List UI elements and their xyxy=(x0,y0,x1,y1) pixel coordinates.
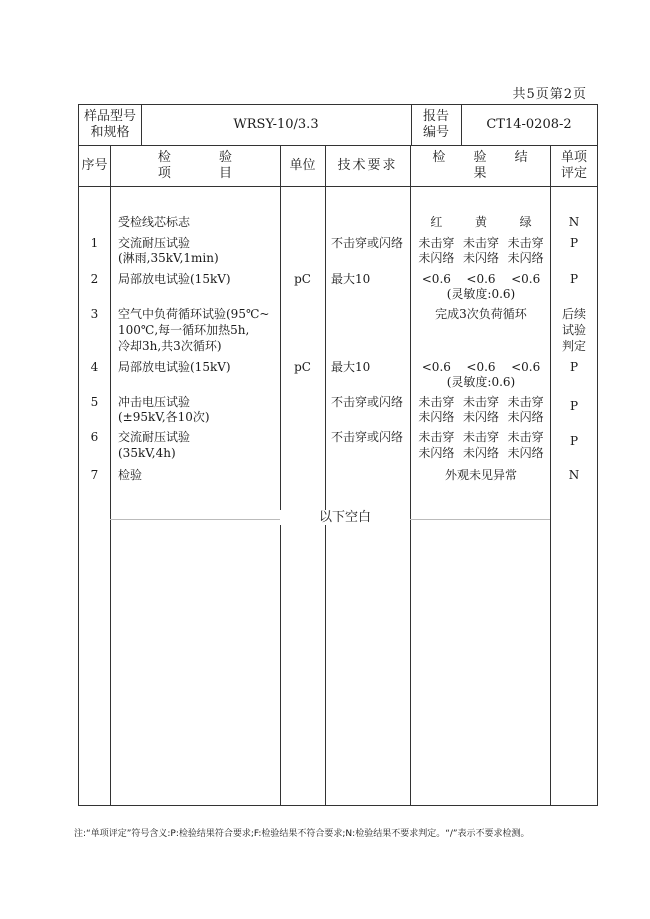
eval-text: N xyxy=(568,468,580,482)
item-text: 局部放电试验(15kV) xyxy=(118,360,231,374)
seq-text: 3 xyxy=(90,307,99,321)
requirement-text: 不击穿或闪络 xyxy=(331,395,404,409)
item-text: 冲击电压试验 xyxy=(118,395,191,409)
eval-text: 后续 xyxy=(561,307,586,321)
unit-text: pC xyxy=(294,360,311,374)
item-subtext: 100℃,每一循环加热5h, xyxy=(118,323,250,337)
col-requirement: 技术要求 xyxy=(337,158,398,173)
footnote: 注:“单项评定”符号含义:P:检验结果符合要求;F:检验结果不符合要求;N:检验结果不要求判定。“/”表示不要求检测。 xyxy=(74,829,530,839)
eval-text: N xyxy=(568,215,580,229)
report-number: CT14-0208-2 xyxy=(486,117,572,132)
requirement-text: 最大10 xyxy=(331,272,371,286)
seq-text: 4 xyxy=(90,360,99,374)
col-item: 检 验 项 目 xyxy=(157,150,255,181)
eval-text: P xyxy=(569,399,579,413)
seq-text: 5 xyxy=(90,395,99,409)
col-evaluation: 单项 评定 xyxy=(560,150,587,181)
eval-text: 试验 xyxy=(561,323,586,337)
result-text: 完成3次负荷循环 xyxy=(435,307,527,321)
result-line: 未闪络 未闪络 未闪络 xyxy=(418,410,544,424)
item-text: 交流耐压试验 xyxy=(118,430,191,444)
eval-text: P xyxy=(569,236,579,250)
test-results-table xyxy=(78,146,598,806)
requirement-text: 不击穿或闪络 xyxy=(331,236,404,250)
result-line: <0.6 <0.6 <0.6 xyxy=(421,272,541,286)
sensitivity-text: (灵敏度:0.6) xyxy=(446,375,516,389)
item-text: 局部放电试验(15kV) xyxy=(118,272,231,286)
page-number: 共5页第2页 xyxy=(512,87,587,102)
result-line: 未击穿 未击穿 未击穿 xyxy=(418,395,544,409)
report-label: 报告 编号 xyxy=(422,109,449,140)
model-value: WRSY-10/3.3 xyxy=(233,117,319,132)
col-unit: 单位 xyxy=(289,158,316,173)
result-line: <0.6 <0.6 <0.6 xyxy=(421,360,541,374)
item-subtext: (淋雨,35kV,1min) xyxy=(118,251,219,265)
result-text: 外观未见异常 xyxy=(444,468,517,482)
seq-text: 7 xyxy=(90,468,99,482)
eval-text: P xyxy=(569,360,579,374)
sample-info-table xyxy=(78,104,598,146)
blank-below-note: 以下空白 xyxy=(280,510,410,525)
unit-text: pC xyxy=(294,272,311,286)
item-text: 受检线芯标志 xyxy=(118,215,191,229)
result-values xyxy=(414,215,548,230)
col-seq: 序号 xyxy=(81,158,108,173)
requirement-text: 最大10 xyxy=(331,360,371,374)
color-green-label: 绿 xyxy=(519,215,532,229)
eval-text: P xyxy=(569,272,579,286)
color-yellow-label: 黄 xyxy=(474,215,487,229)
result-line: 未闪络 未闪络 未闪络 xyxy=(418,446,544,460)
item-text: 检验 xyxy=(118,468,143,482)
result-line: 未闪络 未闪络 未闪络 xyxy=(418,251,544,265)
requirement-text: 不击穿或闪络 xyxy=(331,430,404,444)
col-result: 检 验 结 果 xyxy=(432,150,540,181)
eval-text: 判定 xyxy=(561,339,586,353)
result-line: 未击穿 未击穿 未击穿 xyxy=(418,430,544,444)
seq-text: 6 xyxy=(90,430,99,444)
result-line: 未击穿 未击穿 未击穿 xyxy=(418,236,544,250)
eval-text: P xyxy=(569,434,579,448)
sensitivity-text: (灵敏度:0.6) xyxy=(446,287,516,301)
model-label: 样品型号 和规格 xyxy=(83,109,136,140)
color-red-label: 红 xyxy=(430,215,443,229)
item-subtext: (35kV,4h) xyxy=(118,446,176,460)
item-text: 交流耐压试验 xyxy=(118,236,191,250)
seq-text: 2 xyxy=(90,272,99,286)
seq-text: 1 xyxy=(90,236,99,250)
item-subtext: 冷却3h,共3次循环) xyxy=(118,339,222,353)
item-subtext: (±95kV,各10次) xyxy=(118,410,210,424)
item-text: 空气中负荷循环试验(95℃~ xyxy=(118,307,270,321)
